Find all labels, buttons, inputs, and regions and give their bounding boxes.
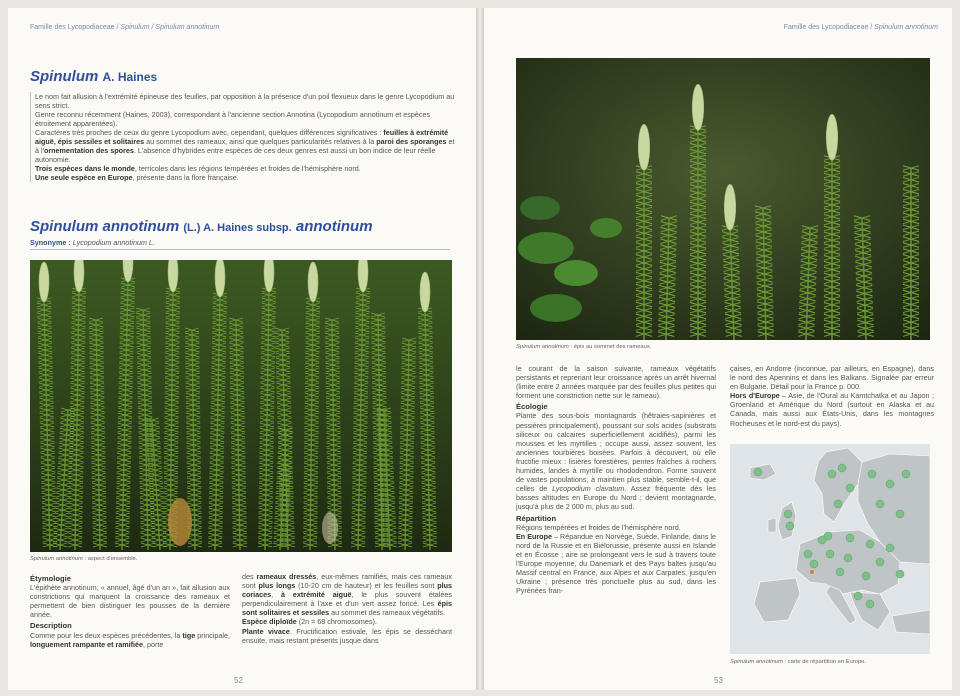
intro-p2: Genre reconnu récemment (Haines, 2003), correspondant à l'ancienne section Annotina (Lycopodium annotinum et espèces étroitement apparentées). [35,110,431,128]
lc2-b3: plus coriaces [242,581,452,600]
intro-p3d: paroi des sporanges [376,137,447,146]
photo-caption-right [516,344,651,350]
left-column-2 [242,572,452,645]
intro-p4 [35,164,460,173]
plant-habit-photo [30,260,452,552]
left-column-1 [30,572,230,649]
running-head-right [784,24,938,31]
etymology-text: L'épithète annotinum, « annuel, âgé d'un an », fait allusion aux constrictions qui marquent la croissance des rameaux et permettent de bien distinguer les pousses de la dernière année. [30,583,230,620]
map-caption-italic: Spinulum annotinum [730,659,783,665]
synonym-value: Lycopodium annotinum L. [72,238,155,247]
desc-b2: longuement rampante et ramifiée [30,639,144,649]
desc-b: principale, [195,630,231,640]
europe-map-illustration [730,444,930,654]
distribution-continued: çaises, en Andorre (inconnue, par ailleurs, en Espagne), dans le nord des Apennins et dans les Balkans. Signalée par erreur en Bulgarie. Détail pour la France p. 000. [730,364,934,392]
photo-caption-right-rest: : épis au sommet des rameaux. [568,344,652,350]
genus-author: A. Haines [102,70,158,84]
lc2-t2: , eux-mêmes ramifiés, mais ces rameaux sont [242,572,453,591]
intro-p4-bold: Trois espèces dans le monde [35,164,135,173]
intro-p3g: . L'absence d'hybrides entre espèces de ces deux genres est aussi un bon indice de leur réelle autonomie. [35,146,436,164]
intro-p3b: feuilles à extrémité aiguë, épis sessiles et solitaires [35,128,449,146]
left-page [8,8,476,690]
running-head-prefix: Famille des Lycopodiaceae / [30,24,121,31]
lc2-b1: rameaux dressés [256,572,317,581]
lc2-t1: des [242,572,257,581]
intro-p3e: et à l' [35,137,455,155]
running-head-italic: Spinulum / Spinulum annotinum [120,24,220,31]
lc2-t5: , le plus souvent étalées perpendiculairement à l'axe et d'un vert assez foncé. Les [242,590,452,609]
lc2-b2: plus longs [258,581,296,591]
intro-p3a: Caractères très proches de ceux du genre Lycopodium avec, cependant, quelques différences significatives : [35,128,382,137]
lc2-t6: au sommet des rameaux végétatifs. [329,608,445,618]
ploidy-line [242,617,452,626]
page-number-right: 53 [714,676,723,685]
distribution-outside [730,391,934,427]
photo-caption-right-italic: Spinulum annotinum [516,344,569,350]
intro-p1: Le nom fait allusion à l'extrémité épineuse des feuilles, par opposition à la présence d'un poil flexueux dans le genre Lycopodium au sens strict. [35,92,455,110]
photo-caption-left-rest: : aspect d'ensemble. [82,556,138,562]
plant-habit-illustration [30,260,452,552]
book-gutter [476,8,484,690]
lc2-b4: à extrémité aiguë [281,590,352,600]
intro-p3 [35,128,460,164]
rep-bold: En Europe [516,531,552,541]
running-head-left [30,24,219,31]
lc2-b5: épis sont solitaires et sessiles [242,599,452,618]
subspecies-name: annotinum [295,218,373,235]
intro-p5 [35,173,460,182]
map-caption [730,659,866,665]
phenology-line [242,627,452,645]
eco-italic: Lycopodium clavatum [552,484,625,494]
rc2-b1: Hors d'Europe [730,391,780,401]
lc2-b6: Espèce diploïde [242,617,297,627]
running-head-right-prefix: Famille des Lycopodiaceae / [783,24,875,31]
intro-p3f: ornementation des spores [43,146,134,155]
strobili-photo [516,58,930,340]
right-column-2 [730,364,934,428]
desc-c: , porte [143,639,164,649]
genus-title [30,68,157,85]
synonym-label: Synonyme : [30,238,71,247]
distribution-map [730,444,930,654]
synonym-line [30,238,155,247]
etymology-heading: Étymologie [30,574,71,583]
lc2-t4: , [271,590,282,600]
photo-caption-left [30,556,137,562]
species-name: Spinulum annotinum [30,218,180,235]
eco-a: Plante des sous-bois montagnards (hêtraies-sapinières et pessières principalement), poussant sur sols acides (substrats siliceux ou calcaires superficiellement acidifiés), parmi les mousses et les myrtilles ; occupe aussi, assez souvent, les anciennes tourbières boisées. Parfois à découvert, où elle fructifie mieux : lisières forestières, pentes fraîches à rochers humides, landes à myrtille ou rhododendron. Forme souvent de vastes populations, à maintien plus stable, semble-t-il, que celles de [516,411,716,494]
description-end: le courant de la saison suivante, rameaux végétatifs persistants et reprenant leur croissance après un arrêt hivernal (limite entre 2 années marquée par des feuilles plus petites qui forment une constriction nette sur le rameau). [516,364,716,401]
species-title [30,218,373,235]
eco-b: . Assez fréquente dès les basses altitudes en Europe du Nord ; devient montagnarde, jusqu'à plus de 2 000 m, plus au sud. [516,484,716,512]
map-caption-rest: : carte de répartition en Europe. [782,659,866,665]
page-number-left: 52 [234,676,243,685]
distribution-europe [516,532,716,596]
desc-a: Comme pour les deux espèces précédentes, la [30,630,183,640]
intro-p5-bold: Une seule espèce en Europe [35,173,133,182]
title-rule [30,249,450,250]
lc2-t3: (10-20 cm de hauteur) et les feuilles sont [295,581,438,591]
lc2-t7: (2n = 68 chromosomes). [296,617,377,627]
rc2-t2: – Asie, de l'Oural au Kamtchatka et au Japon ; Groenland et Amérique du Nord (surtout en Alaska et au Canada, mais aussi aux États-Unis, dans les montagnes Rocheuses et le nord-est du pays). [730,391,934,428]
lc2-b7: Plante vivace [242,626,290,636]
intro-p3c: au sommet des rameaux, ainsi que quelques particularités relatives à la [146,137,375,146]
description-text [30,631,230,649]
ecology-text [516,411,716,511]
running-head-right-italic: Spinulum annotinum [874,24,938,31]
description-continued [242,572,452,617]
distribution-heading: Répartition [516,513,557,523]
ecology-heading: Écologie [516,402,548,412]
rep-b: – Répandue en Norvège, Suède, Finlande, dans le nord de la Russie et en Biélorussie, présente aussi en Islande et en Écosse ; aire se prolongeant vers le sud à travers toute l'Europe moyenne, du Danemark et des Pays baltes jusqu'au Massif central en France, aux Alpes et aux Carpates, jusqu'en Ukraine ; présence très ponctuelle plus au sud, dans les Pyrénées fran- [516,531,716,596]
species-author: (L.) A. Haines subsp. [183,222,292,234]
genus-name: Spinulum [30,68,99,85]
strobili-illustration [516,58,930,340]
lc2-t8: . Fructification estivale, les épis se desséchant ensuite, mais restant présents jusque dans [242,626,452,645]
distribution-intro: Régions tempérées et froides de l'hémisphère nord. [516,522,681,532]
intro-p5-text: , présente dans la flore française. [132,173,239,182]
photo-caption-left-italic: Spinulum annotinum [30,556,83,562]
right-page [484,8,952,690]
genus-intro [30,92,460,182]
description-heading: Description [30,621,72,631]
right-column-1 [516,364,716,595]
desc-b1: tige [182,630,196,640]
intro-p4-text: , terricoles dans les régions tempérées et froides de l'hémisphère nord. [134,164,361,173]
